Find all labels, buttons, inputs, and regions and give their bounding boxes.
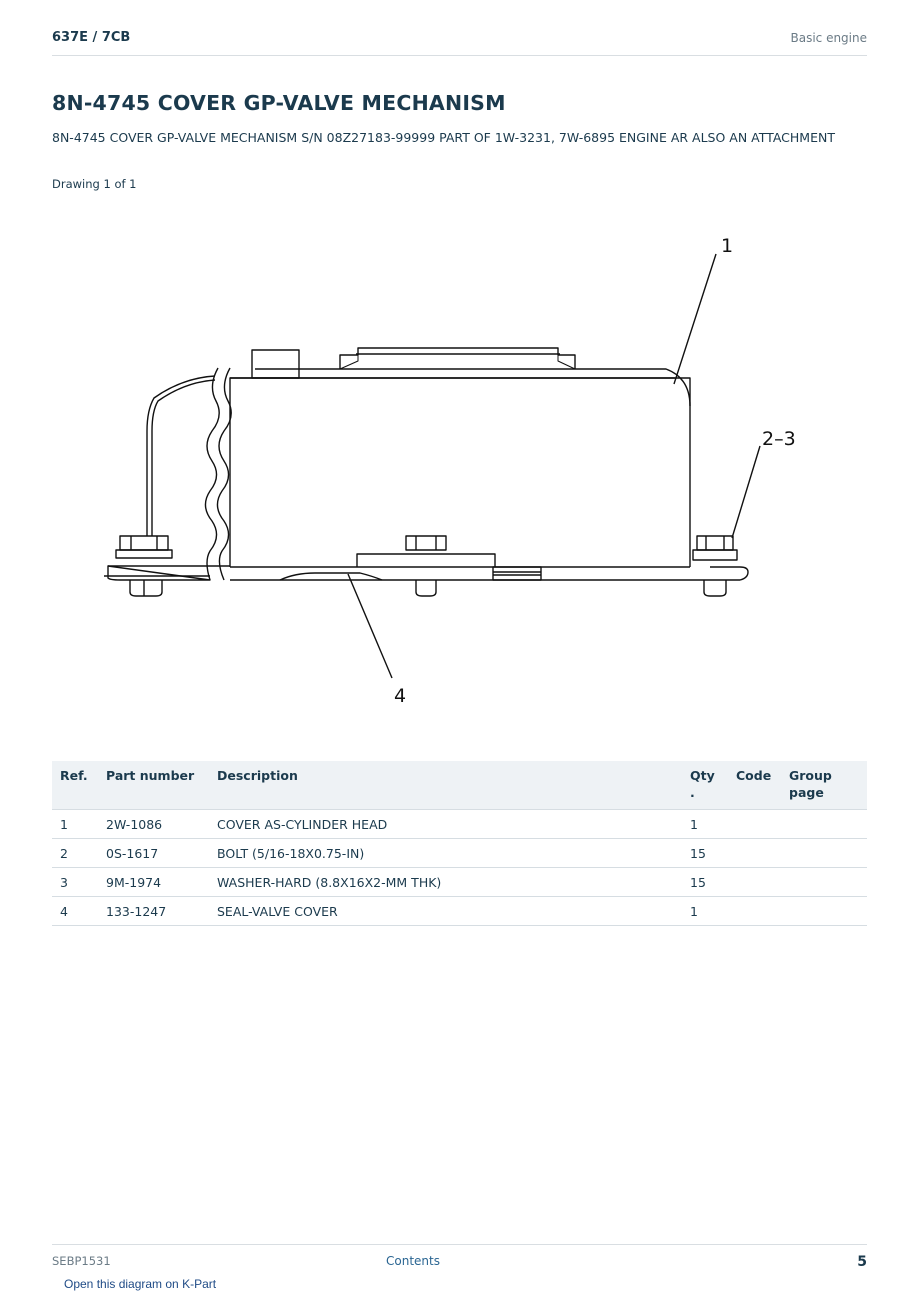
parts-diagram — [100, 226, 820, 716]
cell-qty: 1 — [682, 810, 728, 839]
cell-code — [728, 897, 781, 926]
cell-part-number: 9M-1974 — [98, 868, 209, 897]
cell-group-page — [781, 868, 867, 897]
cell-description: WASHER-HARD (8.8X16X2-MM THK) — [209, 868, 682, 897]
col-code: Code — [728, 761, 781, 810]
cell-code — [728, 839, 781, 868]
cell-part-number: 0S-1617 — [98, 839, 209, 868]
page-header — [52, 28, 867, 56]
col-group-page: Group page — [781, 761, 867, 810]
col-part-number: Part number — [98, 761, 209, 810]
model-breadcrumb: 637E / 7CB — [52, 30, 131, 45]
table-row — [52, 839, 867, 868]
cell-qty: 15 — [682, 868, 728, 897]
cell-qty: 1 — [682, 897, 728, 926]
callout-4: 4 — [394, 685, 407, 707]
col-ref: Ref. — [52, 761, 98, 810]
table-row — [52, 897, 867, 926]
cell-description: COVER AS-CYLINDER HEAD — [209, 810, 682, 839]
page-footer — [52, 1244, 867, 1275]
cell-ref: 3 — [52, 868, 98, 897]
document-id: SEBP1531 — [52, 1254, 111, 1268]
open-kpart-link[interactable]: Open this diagram on K-Part — [64, 1277, 217, 1291]
cell-qty: 15 — [682, 839, 728, 868]
callout-1: 1 — [721, 235, 734, 257]
cell-ref: 4 — [52, 897, 98, 926]
cell-group-page — [781, 810, 867, 839]
table-row — [52, 810, 867, 839]
page-number: 5 — [857, 1254, 867, 1270]
cell-description: BOLT (5/16-18X0.75-IN) — [209, 839, 682, 868]
table-row — [52, 868, 867, 897]
table-header-row — [52, 761, 867, 810]
col-qty: Qty . — [682, 761, 728, 810]
cell-part-number: 133-1247 — [98, 897, 209, 926]
page-subtitle: 8N-4745 COVER GP-VALVE MECHANISM S/N 08Z27183-99999 PART OF 1W-3231, 7W-6895 ENGINE AR ALSO AN ATTACHMENT — [52, 130, 835, 145]
cell-description: SEAL-VALVE COVER — [209, 897, 682, 926]
callout-2-3: 2–3 — [762, 428, 796, 450]
section-name: Basic engine — [790, 31, 867, 45]
drawing-count: Drawing 1 of 1 — [52, 177, 137, 191]
valve-cover-drawing — [100, 226, 820, 716]
cell-code — [728, 810, 781, 839]
cell-ref: 2 — [52, 839, 98, 868]
cell-ref: 1 — [52, 810, 98, 839]
cell-code — [728, 868, 781, 897]
cell-group-page — [781, 839, 867, 868]
contents-link[interactable]: Contents — [386, 1254, 440, 1268]
cell-group-page — [781, 897, 867, 926]
col-description: Description — [209, 761, 682, 810]
parts-table — [52, 761, 867, 926]
cell-part-number: 2W-1086 — [98, 810, 209, 839]
page-title: 8N-4745 COVER GP-VALVE MECHANISM — [52, 91, 506, 115]
